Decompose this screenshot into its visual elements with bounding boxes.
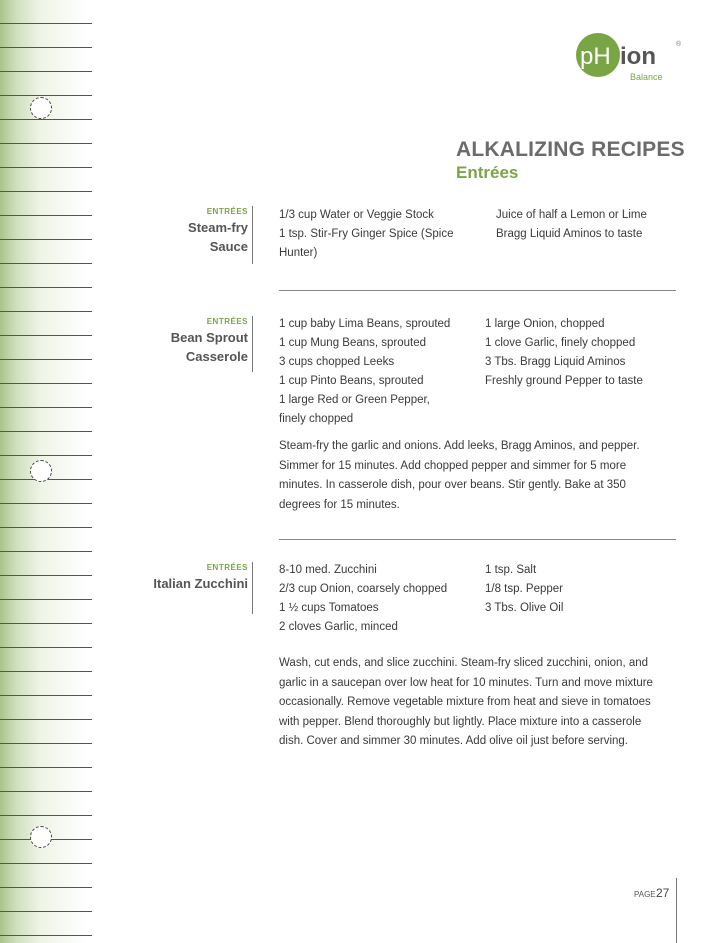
ingredient: Hunter) <box>279 247 318 259</box>
ingredients-left <box>279 561 447 637</box>
divider-vertical <box>252 206 253 264</box>
binder-hole <box>30 826 52 848</box>
directions-line: Simmer for 15 minutes. Add chopped pepper and simmer for 5 more <box>279 459 627 472</box>
logo-registered: ® <box>676 41 682 48</box>
divider-vertical <box>252 562 253 614</box>
divider-horizontal <box>279 539 676 540</box>
ingredient: 8-10 med. Zucchini <box>279 564 377 576</box>
ingredients-right <box>485 315 643 391</box>
page-label: PAGE <box>634 890 656 899</box>
directions-line: garlic in a saucepan over low heat for 10 minutes. Turn and move mixture <box>279 676 653 689</box>
recipe-category: ENTRÉES <box>206 317 248 326</box>
directions-line: minutes. In casserole dish, pour over beans. Stir gently. Bake at 350 <box>279 479 626 491</box>
page-subtitle: Entrées <box>456 163 519 182</box>
divider-vertical <box>252 316 253 372</box>
ingredient: 1 cup baby Lima Beans, sprouted <box>279 318 451 330</box>
recipe-name-line: Sauce <box>209 239 248 254</box>
recipe-name <box>171 328 248 366</box>
recipe-name <box>188 218 248 256</box>
recipe-name-line: Steam-fry <box>188 220 248 235</box>
ingredient: 1 cup Mung Beans, sprouted <box>279 337 427 349</box>
phion-balance-logo <box>574 28 684 88</box>
recipe-name-line: Italian Zucchini <box>153 576 248 591</box>
logo-balance: Balance <box>630 72 663 82</box>
ingredient: 1/8 tsp. Pepper <box>485 583 563 595</box>
ingredient: 2/3 cup Onion, coarsely chopped <box>279 583 448 595</box>
ingredients-right <box>496 206 647 244</box>
binder-hole <box>30 460 52 482</box>
ingredient: 1/3 cup Water or Veggie Stock <box>279 209 434 221</box>
recipe-name-line: Casserole <box>185 349 248 364</box>
ingredient: 1 cup Pinto Beans, sprouted <box>279 375 424 387</box>
ingredient: 1 ½ cups Tomatoes <box>279 602 379 614</box>
ingredient: Freshly ground Pepper to taste <box>485 375 643 387</box>
recipe-name <box>153 574 248 593</box>
divider-horizontal <box>279 290 676 291</box>
ingredient: 1 clove Garlic, finely chopped <box>485 337 636 349</box>
directions-line: dish. Cover and simmer 30 minutes. Add olive oil just before serving. <box>279 735 628 747</box>
ingredients-right <box>485 561 563 618</box>
ingredient: 3 Tbs. Olive Oil <box>485 602 564 614</box>
logo-ion: ion <box>620 43 656 70</box>
binder-hole <box>30 97 52 119</box>
recipe-category: ENTRÉES <box>206 563 248 572</box>
ingredient: finely chopped <box>279 413 354 425</box>
page-header <box>456 138 685 183</box>
recipe-label <box>153 563 248 593</box>
ingredient: 1 tsp. Stir-Fry Ginger Spice (Spice <box>279 228 454 240</box>
recipe-directions <box>279 437 684 515</box>
page-title: ALKALIZING RECIPES <box>456 138 685 161</box>
ingredient: 1 large Red or Green Pepper, <box>279 394 430 406</box>
directions-line: with pepper. Blend thoroughly but lightly. Place mixture into a casserole <box>279 715 642 728</box>
page-number: 27 <box>656 886 670 900</box>
directions-line: occasionally. Remove vegetable mixture from heat and sieve in tomatoes <box>279 696 651 708</box>
recipe-label <box>171 317 248 366</box>
ingredient: Bragg Liquid Aminos to taste <box>496 228 643 240</box>
ingredient: 1 tsp. Salt <box>485 564 537 576</box>
directions-line: degrees for 15 minutes. <box>279 498 400 511</box>
ingredient: 2 cloves Garlic, minced <box>279 621 398 633</box>
recipe-name-line: Bean Sprout <box>170 330 248 345</box>
directions-line: Steam-fry the garlic and onions. Add leeks, Bragg Aminos, and pepper. <box>279 440 640 452</box>
ingredient: Juice of half a Lemon or Lime <box>496 209 647 221</box>
footer-divider <box>676 878 677 943</box>
recipe-label <box>188 207 248 256</box>
ingredient: 3 cups chopped Leeks <box>279 356 395 368</box>
ingredient: 3 Tbs. Bragg Liquid Aminos <box>485 356 626 368</box>
directions-line: Wash, cut ends, and slice zucchini. Steam-fry sliced zucchini, onion, and <box>279 657 649 669</box>
recipe-directions <box>279 654 684 752</box>
ingredients-left <box>279 206 453 263</box>
ingredients-left <box>279 315 450 429</box>
ingredient: 1 large Onion, chopped <box>485 318 605 330</box>
logo-ph: pH <box>580 43 611 70</box>
recipe-category: ENTRÉES <box>206 207 248 216</box>
